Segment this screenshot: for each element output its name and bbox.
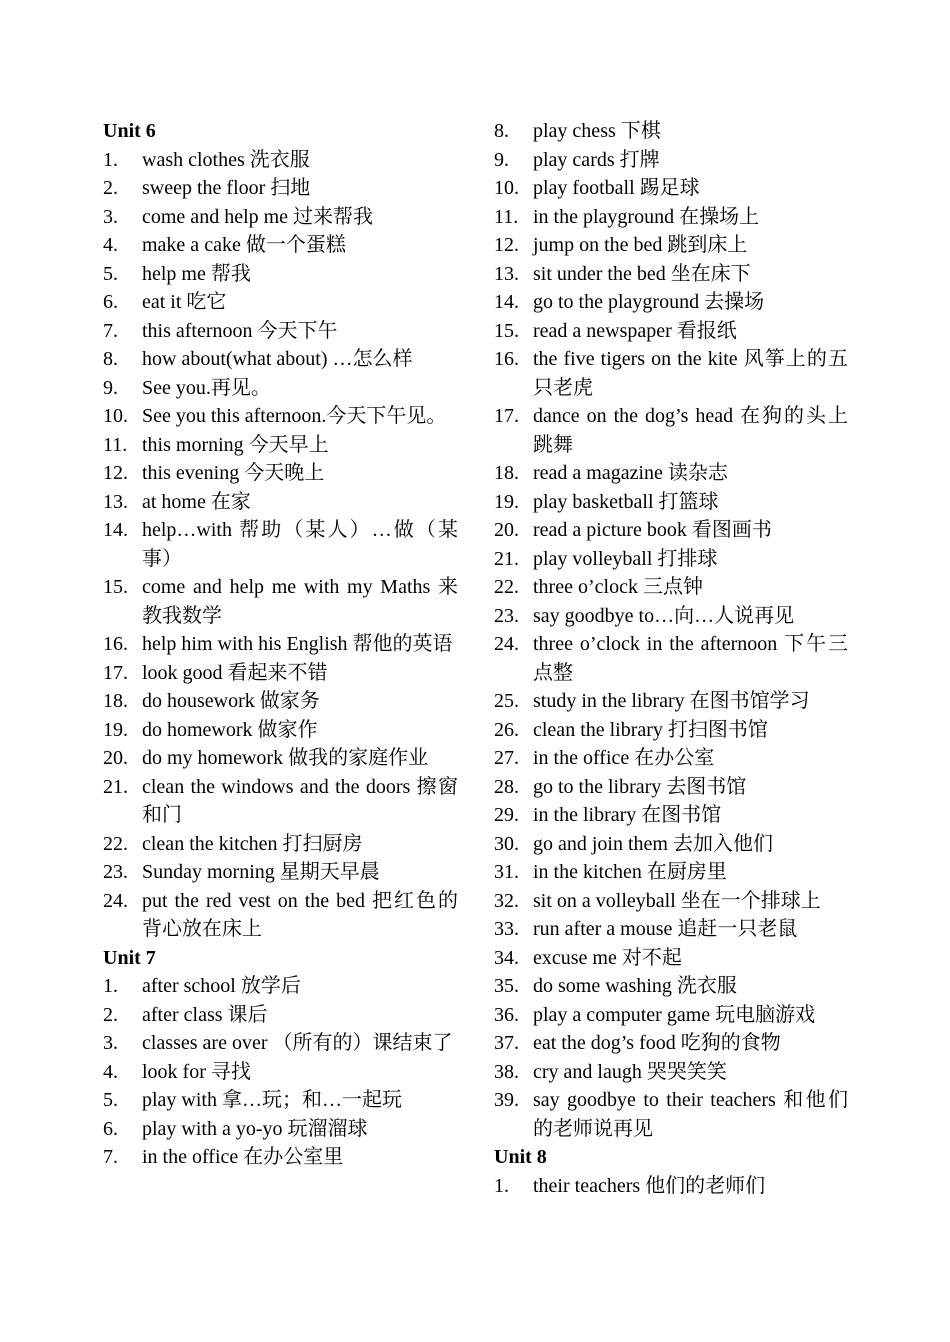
list-item [103, 1143, 458, 1172]
list-item [494, 944, 848, 973]
item-number: 13. [494, 262, 519, 285]
item-number: 28. [494, 775, 519, 798]
item-text: at home 在家 [142, 490, 251, 513]
item-number: 24. [103, 889, 128, 912]
list-item [103, 830, 458, 859]
item-text: play football 踢足球 [533, 177, 700, 199]
list-item [494, 545, 848, 574]
list-item [494, 402, 848, 459]
item-number: 1. [103, 148, 118, 171]
item-text: jump on the bed 跳到床上 [533, 234, 748, 256]
list-item [103, 488, 458, 517]
list-item [103, 1001, 458, 1030]
item-text: play volleyball 打排球 [533, 547, 718, 570]
item-text: this morning 今天早上 [142, 433, 329, 456]
item-text: come and help me 过来帮我 [142, 205, 374, 228]
item-text: Sunday morning 星期天早晨 [142, 861, 380, 883]
item-number: 35. [494, 975, 519, 997]
list-item [494, 972, 848, 1001]
item-number: 20. [103, 747, 128, 769]
item-text: read a picture book 看图画书 [533, 519, 772, 541]
list-item [494, 887, 848, 916]
item-text: this afternoon 今天下午 [142, 319, 338, 342]
list-item [103, 174, 458, 203]
item-text: play basketball 打篮球 [533, 490, 719, 513]
item-text: in the kitchen 在厨房里 [533, 861, 727, 883]
unit-heading: Unit 6 [103, 120, 156, 142]
list-item [494, 1001, 848, 1030]
item-number: 14. [494, 291, 519, 313]
list-item [103, 744, 458, 773]
list-item [494, 830, 848, 859]
item-number: 9. [494, 148, 509, 171]
item-text: read a magazine 读杂志 [533, 462, 728, 484]
list-item [494, 858, 848, 887]
list-item [103, 1029, 458, 1058]
list-item [103, 459, 458, 488]
item-number: 29. [494, 804, 519, 826]
item-number: 5. [103, 1089, 118, 1111]
item-text: eat the dog’s food 吃狗的食物 [533, 1032, 781, 1054]
list-item [103, 1086, 458, 1115]
item-text: help…with 帮助（某人）…做（某事） [142, 519, 458, 570]
item-text: look for 寻找 [142, 1060, 251, 1083]
item-number: 9. [103, 376, 118, 399]
item-number: 16. [494, 348, 519, 370]
item-number: 38. [494, 1060, 519, 1083]
list-item [103, 1058, 458, 1087]
item-text: do some washing 洗衣服 [533, 975, 737, 997]
list-item [494, 459, 848, 488]
list-item [103, 1115, 458, 1144]
item-number: 36. [494, 1003, 519, 1026]
list-item [494, 146, 848, 175]
item-text: play a computer game 玩电脑游戏 [533, 1003, 816, 1026]
item-number: 16. [103, 633, 128, 655]
list-item [494, 716, 848, 745]
item-number: 18. [494, 462, 519, 484]
item-text: make a cake 做一个蛋糕 [142, 234, 346, 256]
item-text: sit under the bed 坐在床下 [533, 262, 751, 285]
item-text: put the red vest on the bed 把红色的背心放在床上 [142, 889, 458, 940]
item-number: 8. [103, 348, 118, 370]
item-text: clean the library 打扫图书馆 [533, 718, 768, 741]
item-number: 10. [494, 177, 519, 199]
list-item [494, 488, 848, 517]
item-number: 13. [103, 490, 128, 513]
item-number: 33. [494, 918, 519, 940]
item-text: study in the library 在图书馆学习 [533, 690, 810, 712]
item-text: in the office 在办公室 [533, 747, 715, 769]
list-item [494, 345, 848, 402]
item-text: three o’clock in the afternoon 下午三点整 [533, 633, 848, 684]
item-number: 2. [103, 177, 118, 199]
item-text: go and join them 去加入他们 [533, 832, 773, 855]
list-item [103, 516, 458, 573]
item-text: this evening 今天晚上 [142, 462, 325, 484]
list-item [103, 972, 458, 1001]
item-number: 26. [494, 718, 519, 741]
item-number: 21. [103, 775, 128, 798]
item-number: 30. [494, 832, 519, 855]
list-item [494, 516, 848, 545]
list-item [494, 801, 848, 830]
list-item [494, 602, 848, 631]
item-text: after class 课后 [142, 1003, 268, 1026]
item-text: wash clothes 洗衣服 [142, 148, 310, 171]
left-column [103, 117, 458, 1172]
item-number: 2. [103, 1003, 118, 1026]
list-item [103, 317, 458, 346]
list-item [103, 374, 458, 403]
item-number: 15. [494, 319, 519, 342]
list-item [494, 231, 848, 260]
item-number: 4. [103, 1060, 118, 1083]
item-number: 27. [494, 747, 519, 769]
item-number: 12. [494, 234, 519, 256]
item-text: say goodbye to their teachers 和他们的老师说再见 [533, 1089, 848, 1140]
item-number: 21. [494, 547, 519, 570]
item-text: sit on a volleyball 坐在一个排球上 [533, 889, 821, 912]
list-item [103, 573, 458, 630]
item-number: 18. [103, 690, 128, 712]
list-item [103, 687, 458, 716]
item-text: in the office 在办公室里 [142, 1146, 344, 1168]
list-item [494, 260, 848, 289]
list-item [494, 1058, 848, 1087]
item-text: come and help me with my Maths 来教我数学 [142, 576, 458, 627]
list-item [494, 317, 848, 346]
item-number: 25. [494, 690, 519, 712]
list-item [494, 288, 848, 317]
item-number: 17. [103, 661, 128, 684]
item-text: help him with his English 帮他的英语 [142, 633, 453, 655]
item-number: 8. [494, 120, 509, 142]
item-number: 23. [103, 861, 128, 883]
item-text: in the playground 在操场上 [533, 205, 760, 228]
list-item [103, 402, 458, 431]
list-item [103, 345, 458, 374]
item-number: 20. [494, 519, 519, 541]
item-number: 17. [494, 405, 519, 427]
item-number: 3. [103, 1032, 118, 1054]
item-text: their teachers 他们的老师们 [533, 1174, 766, 1197]
item-number: 34. [494, 946, 519, 969]
item-number: 31. [494, 861, 519, 883]
list-item [494, 1172, 848, 1201]
item-text: in the library 在图书馆 [533, 804, 722, 826]
item-text: See you this afternoon.今天下午见。 [142, 405, 447, 427]
item-number: 24. [494, 633, 519, 655]
item-number: 12. [103, 462, 128, 484]
list-item [103, 203, 458, 232]
right-column [494, 117, 848, 1200]
item-text: go to the playground 去操场 [533, 291, 765, 313]
item-number: 6. [103, 1117, 118, 1140]
list-item [103, 630, 458, 659]
unit-heading: Unit 8 [494, 1146, 547, 1168]
list-item [494, 117, 848, 146]
list-item [494, 1086, 848, 1143]
item-text: do housework 做家务 [142, 690, 320, 712]
item-text: run after a mouse 追赶一只老鼠 [533, 918, 798, 940]
item-number: 1. [103, 975, 118, 997]
item-text: clean the kitchen 打扫厨房 [142, 832, 363, 855]
item-text: read a newspaper 看报纸 [533, 319, 737, 342]
item-text: classes are over （所有的）课结束了 [142, 1032, 453, 1054]
item-number: 22. [494, 576, 519, 598]
list-item [494, 630, 848, 687]
list-item [494, 1029, 848, 1058]
item-number: 10. [103, 405, 128, 427]
item-text: do homework 做家作 [142, 718, 318, 741]
item-text: sweep the floor 扫地 [142, 177, 311, 199]
list-item [103, 260, 458, 289]
item-text: look good 看起来不错 [142, 661, 328, 684]
item-number: 7. [103, 1146, 118, 1168]
item-text: excuse me 对不起 [533, 946, 682, 969]
item-number: 32. [494, 889, 519, 912]
item-text: after school 放学后 [142, 975, 301, 997]
item-text: play cards 打牌 [533, 148, 660, 171]
item-number: 14. [103, 519, 128, 541]
item-text: cry and laugh 哭哭笑笑 [533, 1060, 727, 1083]
list-item [494, 744, 848, 773]
item-number: 3. [103, 205, 118, 228]
item-number: 39. [494, 1089, 519, 1111]
item-text: go to the library 去图书馆 [533, 775, 747, 798]
list-item [494, 174, 848, 203]
list-item [103, 887, 458, 944]
item-text: See you.再见。 [142, 376, 271, 399]
item-text: say goodbye to…向…人说再见 [533, 604, 795, 627]
item-number: 15. [103, 576, 128, 598]
list-item [494, 687, 848, 716]
list-item [103, 431, 458, 460]
item-text: the five tigers on the kite 风筝上的五只老虎 [533, 348, 848, 399]
item-text: play with a yo-yo 玩溜溜球 [142, 1117, 368, 1140]
item-number: 11. [103, 433, 128, 456]
list-item [494, 203, 848, 232]
list-item [103, 288, 458, 317]
unit-heading: Unit 7 [103, 946, 156, 969]
item-text: play chess 下棋 [533, 120, 661, 142]
item-number: 19. [103, 718, 128, 741]
item-number: 37. [494, 1032, 519, 1054]
list-item [103, 858, 458, 887]
list-item [103, 146, 458, 175]
item-text: help me 帮我 [142, 262, 251, 285]
list-item [103, 773, 458, 830]
item-number: 5. [103, 262, 118, 285]
list-item [103, 231, 458, 260]
list-item [494, 915, 848, 944]
item-text: dance on the dog’s head 在狗的头上跳舞 [533, 405, 848, 456]
item-number: 23. [494, 604, 519, 627]
item-text: eat it 吃它 [142, 291, 227, 313]
item-text: three o’clock 三点钟 [533, 576, 703, 598]
item-text: clean the windows and the doors 擦窗和门 [142, 775, 458, 826]
list-item [494, 573, 848, 602]
item-number: 11. [494, 205, 519, 228]
item-text: how about(what about) …怎么样 [142, 348, 413, 370]
item-number: 6. [103, 291, 118, 313]
list-item [103, 659, 458, 688]
item-number: 4. [103, 234, 118, 256]
item-number: 7. [103, 319, 118, 342]
item-text: do my homework 做我的家庭作业 [142, 747, 429, 769]
item-number: 19. [494, 490, 519, 513]
item-text: play with 拿…玩；和…一起玩 [142, 1089, 402, 1111]
list-item [494, 773, 848, 802]
list-item [103, 716, 458, 745]
item-number: 1. [494, 1174, 509, 1197]
item-number: 22. [103, 832, 128, 855]
